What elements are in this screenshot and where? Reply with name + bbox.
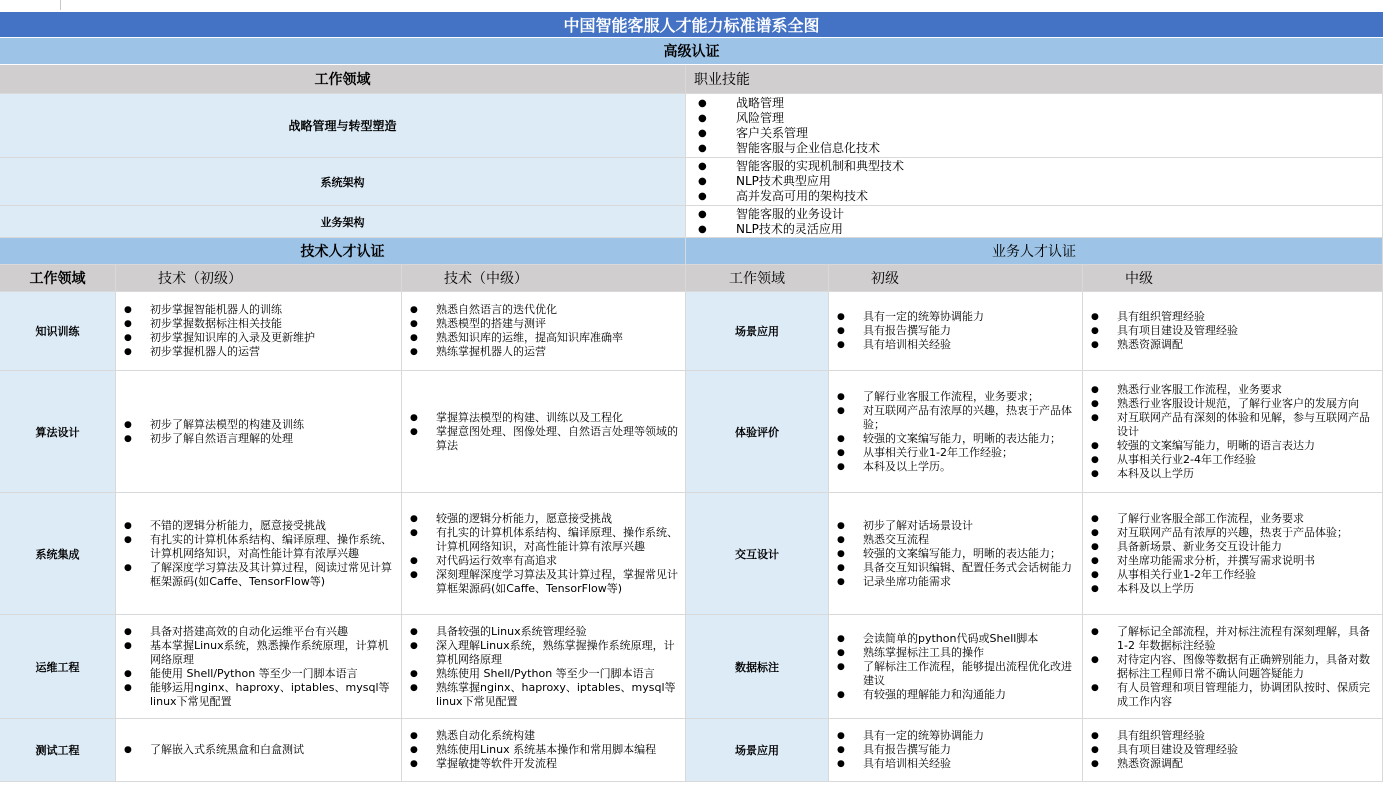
requirement-item: ● 从事相关行业2-4年工作经验	[1085, 453, 1380, 467]
requirement-item: ● 熟悉资源调配	[1085, 338, 1380, 352]
requirement-list	[404, 303, 683, 359]
advanced-heading: 高级认证	[0, 38, 1383, 65]
requirement-item: ● 初步掌握数据标注相关技能	[118, 317, 399, 331]
requirement-list	[404, 512, 683, 596]
skill-item: ● NLP技术典型应用	[688, 174, 1380, 189]
requirement-item: ● 具有一定的统筹协调能力	[831, 310, 1080, 324]
requirement-item: ● 对互联网产品有浓厚的兴趣，热衷于产品体验；	[831, 404, 1080, 432]
requirement-item: ● 熟悉交互流程	[831, 533, 1080, 547]
requirement-item: ● 掌握算法模型的构建、训练以及工程化	[404, 411, 683, 425]
requirement-item: ● 具有培训相关经验	[831, 338, 1080, 352]
requirement-list	[831, 729, 1080, 771]
requirement-item: ● 具有项目建设及管理经验	[1085, 324, 1380, 338]
requirement-item: ● 较强的文案编写能力，明晰的语言表达力	[1085, 439, 1380, 453]
requirement-list	[404, 625, 683, 709]
biz-junior-cell	[829, 371, 1083, 493]
requirement-item: ● 深刻理解深度学习算法及其计算过程，掌握常见计算框架源码(如Caffe、TensorFlow等)	[404, 568, 683, 596]
requirement-item: ● 能使用 Shell/Python 等至少一门脚本语言	[118, 667, 399, 681]
requirement-item: ● 熟悉行业客服工作流程，业务要求	[1085, 383, 1380, 397]
requirement-list	[831, 632, 1080, 702]
biz-mid-cell	[1083, 493, 1383, 615]
tech-junior-cell	[116, 292, 402, 371]
requirement-item: ● 初步了解对话场景设计	[831, 519, 1080, 533]
requirement-list	[1085, 310, 1380, 352]
skill-item: ● 战略管理	[688, 96, 1380, 111]
requirement-item: ● 具有报告撰写能力	[831, 324, 1080, 338]
requirement-item: ● 较强的逻辑分析能力，愿意接受挑战	[404, 512, 683, 526]
requirement-item: ● 具备对搭建高效的自动化运维平台有兴趣	[118, 625, 399, 639]
column-tick	[60, 0, 61, 10]
biz-mid-cell	[1083, 292, 1383, 371]
skill-item: ● 智能客服与企业信息化技术	[688, 141, 1380, 156]
requirement-item: ● 具有组织管理经验	[1085, 310, 1380, 324]
requirement-item: ● 有较强的理解能力和沟通能力	[831, 688, 1080, 702]
requirement-item: ● 了解深度学习算法及其计算过程，阅读过常见计算框架源码(如Caffe、TensorFlow等)	[118, 561, 399, 589]
advanced-col-area: 工作领域	[0, 65, 686, 94]
advanced-col-skill: 职业技能	[686, 65, 1383, 94]
tech-area-cell: 运维工程	[0, 615, 116, 719]
requirement-list	[404, 411, 683, 453]
skill-item: ● 风险管理	[688, 111, 1380, 126]
requirement-list	[118, 625, 399, 709]
requirement-list	[1085, 383, 1380, 481]
biz-junior-cell	[829, 493, 1083, 615]
requirement-item: ● 具有培训相关经验	[831, 757, 1080, 771]
requirement-item: ● 本科及以上学历。	[831, 460, 1080, 474]
requirement-item: ● 具有项目建设及管理经验	[1085, 743, 1380, 757]
requirement-item: ● 具备新场景、新业务交互设计能力	[1085, 540, 1380, 554]
requirement-item: ● 初步了解自然语言理解的处理	[118, 432, 399, 446]
top-gridline-strip	[0, 0, 1393, 12]
tech-junior-cell	[116, 719, 402, 782]
requirement-item: ● 掌握敏捷等软件开发流程	[404, 757, 683, 771]
requirement-item: ● 记录坐席功能需求	[831, 575, 1080, 589]
advanced-area-1: 系统架构	[0, 158, 686, 206]
requirement-item: ● 能够运用nginx、haproxy、iptables、mysql等linux下常见配置	[118, 681, 399, 709]
biz-junior-cell	[829, 292, 1083, 371]
advanced-skills-2	[686, 206, 1383, 238]
skill-item: ● NLP技术的灵活应用	[688, 222, 1380, 237]
requirement-item: ● 深入理解Linux系统，熟练掌握操作系统原理，计算机网络原理	[404, 639, 683, 667]
biz-col-junior: 初级	[829, 265, 1083, 292]
requirement-item: ● 了解行业客服全部工作流程，业务要求	[1085, 512, 1380, 526]
requirement-item: ● 具有一定的统筹协调能力	[831, 729, 1080, 743]
requirement-item: ● 熟悉自动化系统构建	[404, 729, 683, 743]
tech-area-cell: 知识训练	[0, 292, 116, 371]
spreadsheet	[0, 12, 1383, 782]
requirement-list	[118, 519, 399, 589]
requirement-item: ● 熟悉知识库的运维，提高知识库准确率	[404, 331, 683, 345]
requirement-item: ● 初步掌握智能机器人的训练	[118, 303, 399, 317]
biz-junior-cell	[829, 719, 1083, 782]
requirement-item: ● 基本掌握Linux系统，熟悉操作系统原理，计算机网络原理	[118, 639, 399, 667]
skill-item: ● 客户关系管理	[688, 126, 1380, 141]
biz-col-area: 工作领域	[686, 265, 829, 292]
page-title: 中国智能客服人才能力标准谱系全图	[0, 12, 1383, 38]
requirement-item: ● 了解标注工作流程，能够提出流程优化改进建议	[831, 660, 1080, 688]
requirement-item: ● 对代码运行效率有高追求	[404, 554, 683, 568]
advanced-skills-1	[686, 158, 1383, 206]
tech-area-cell: 算法设计	[0, 371, 116, 493]
biz-area-cell: 场景应用	[686, 719, 829, 782]
requirement-list	[118, 303, 399, 359]
tech-heading: 技术人才认证	[0, 238, 686, 265]
requirement-item: ● 掌握意图处理、图像处理、自然语言处理等领域的算法	[404, 425, 683, 453]
requirement-list	[831, 310, 1080, 352]
tech-mid-cell	[402, 615, 686, 719]
requirement-item: ● 从事相关行业1-2年工作经验	[1085, 568, 1380, 582]
biz-area-cell: 场景应用	[686, 292, 829, 371]
requirement-item: ● 熟悉资源调配	[1085, 757, 1380, 771]
requirement-item: ● 本科及以上学历	[1085, 582, 1380, 596]
requirement-item: ● 较强的文案编写能力，明晰的表达能力；	[831, 432, 1080, 446]
skill-item: ● 智能客服的实现机制和典型技术	[688, 159, 1380, 174]
tech-area-cell: 测试工程	[0, 719, 116, 782]
requirement-item: ● 对坐席功能需求分析，并撰写需求说明书	[1085, 554, 1380, 568]
requirement-item: ● 有人员管理和项目管理能力，协调团队按时、保质完成工作内容	[1085, 681, 1380, 709]
requirement-item: ● 熟悉模型的搭建与测评	[404, 317, 683, 331]
biz-mid-cell	[1083, 615, 1383, 719]
requirement-item: ● 具备交互知识编辑、配置任务式会话树能力	[831, 561, 1080, 575]
requirement-item: ● 熟悉自然语言的迭代优化	[404, 303, 683, 317]
requirement-list	[118, 743, 399, 757]
requirement-item: ● 具有组织管理经验	[1085, 729, 1380, 743]
advanced-area-0: 战略管理与转型塑造	[0, 94, 686, 158]
requirement-item: ● 不错的逻辑分析能力，愿意接受挑战	[118, 519, 399, 533]
requirement-item: ● 有扎实的计算机体系结构、编译原理、操作系统、计算机网络知识，对高性能计算有浓厚兴趣	[404, 526, 683, 554]
requirement-item: ● 初步了解算法模型的构建及训练	[118, 418, 399, 432]
tech-mid-cell	[402, 493, 686, 615]
requirement-list	[831, 519, 1080, 589]
skill-item: ● 智能客服的业务设计	[688, 207, 1380, 222]
requirement-item: ● 本科及以上学历	[1085, 467, 1380, 481]
biz-area-cell: 数据标注	[686, 615, 829, 719]
requirement-item: ● 初步掌握知识库的入录及更新维护	[118, 331, 399, 345]
biz-col-mid: 中级	[1083, 265, 1383, 292]
requirement-item: ● 对互联网产品有浓厚的兴趣，热衷于产品体验；	[1085, 526, 1380, 540]
biz-junior-cell	[829, 615, 1083, 719]
tech-col-mid: 技术（中级）	[402, 265, 686, 292]
requirement-item: ● 熟练掌握机器人的运营	[404, 345, 683, 359]
requirement-list	[1085, 729, 1380, 771]
requirement-item: ● 较强的文案编写能力，明晰的表达能力；	[831, 547, 1080, 561]
requirement-item: ● 会读简单的python代码或Shell脚本	[831, 632, 1080, 646]
skill-list	[688, 96, 1380, 156]
requirement-item: ● 了解标记全部流程，并对标注流程有深刻理解，具备 1-2 年数据标注经验	[1085, 625, 1380, 653]
requirement-list	[831, 390, 1080, 474]
skill-item: ● 高并发高可用的架构技术	[688, 189, 1380, 204]
skill-list	[688, 159, 1380, 204]
tech-junior-cell	[116, 615, 402, 719]
requirement-item: ● 熟练掌握标注工具的操作	[831, 646, 1080, 660]
skill-list	[688, 207, 1380, 237]
tech-mid-cell	[402, 719, 686, 782]
requirement-list	[404, 729, 683, 771]
requirement-list	[118, 418, 399, 446]
requirement-item: ● 初步掌握机器人的运营	[118, 345, 399, 359]
advanced-area-2: 业务架构	[0, 206, 686, 238]
requirement-item: ● 熟悉行业客服设计规范，了解行业客户的发展方向	[1085, 397, 1380, 411]
tech-col-junior: 技术（初级）	[116, 265, 402, 292]
biz-mid-cell	[1083, 371, 1383, 493]
requirement-item: ● 熟练使用 Shell/Python 等至少一门脚本语言	[404, 667, 683, 681]
requirement-item: ● 了解嵌入式系统黑盒和白盒测试	[118, 743, 399, 757]
requirement-list	[1085, 625, 1380, 709]
tech-junior-cell	[116, 371, 402, 493]
tech-mid-cell	[402, 371, 686, 493]
biz-area-cell: 体验评价	[686, 371, 829, 493]
biz-area-cell: 交互设计	[686, 493, 829, 615]
requirement-item: ● 了解行业客服工作流程，业务要求；	[831, 390, 1080, 404]
requirement-item: ● 从事相关行业1-2年工作经验；	[831, 446, 1080, 460]
tech-area-cell: 系统集成	[0, 493, 116, 615]
requirement-list	[1085, 512, 1380, 596]
advanced-skills-0	[686, 94, 1383, 158]
requirement-item: ● 有扎实的计算机体系结构、编译原理、操作系统、计算机网络知识，对高性能计算有浓厚兴趣	[118, 533, 399, 561]
tech-col-area: 工作领域	[0, 265, 116, 292]
requirement-item: ● 具有报告撰写能力	[831, 743, 1080, 757]
tech-junior-cell	[116, 493, 402, 615]
biz-mid-cell	[1083, 719, 1383, 782]
requirement-item: ● 熟练掌握nginx、haproxy、iptables、mysql等linux下常见配置	[404, 681, 683, 709]
requirement-item: ● 具备较强的Linux系统管理经验	[404, 625, 683, 639]
requirement-item: ● 熟练使用Linux 系统基本操作和常用脚本编程	[404, 743, 683, 757]
tech-mid-cell	[402, 292, 686, 371]
requirement-item: ● 对互联网产品有深刻的体验和见解，参与互联网产品设计	[1085, 411, 1380, 439]
requirement-item: ● 对待定内容、图像等数据有正确辨别能力，具备对数据标注工程师日常不确认问题答疑能力	[1085, 653, 1380, 681]
biz-heading: 业务人才认证	[686, 238, 1383, 265]
